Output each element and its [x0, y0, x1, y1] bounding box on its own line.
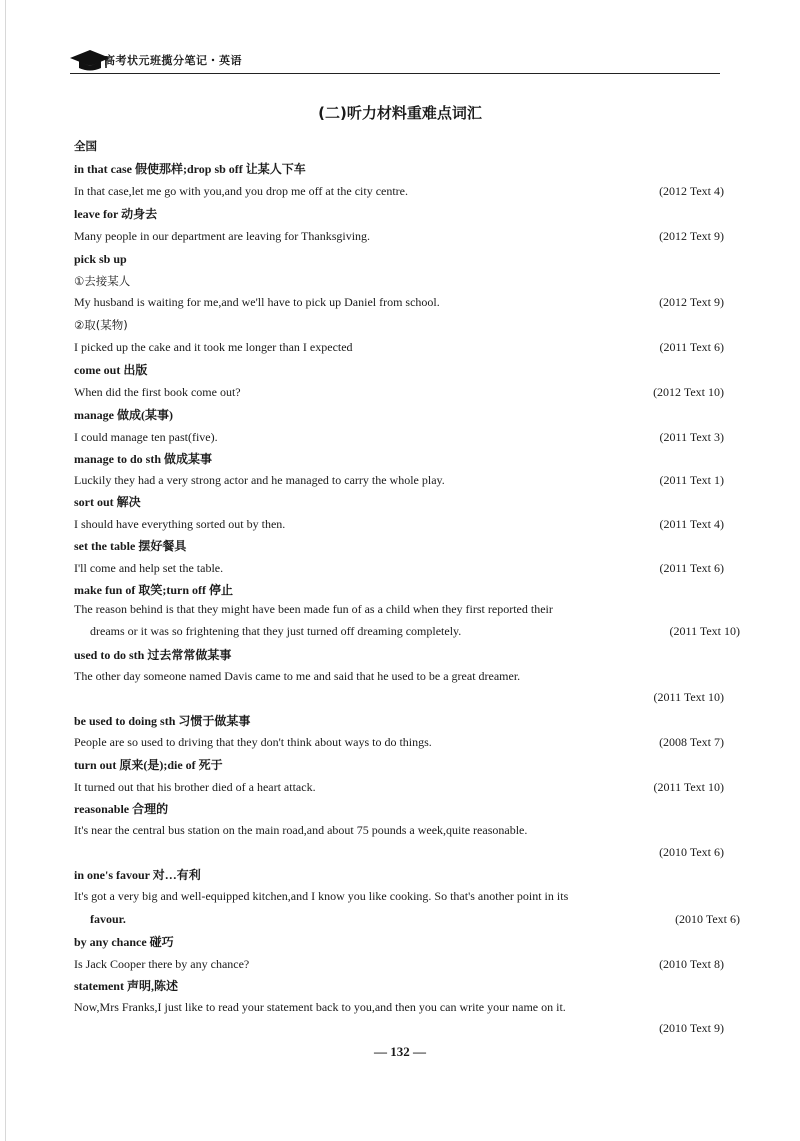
sentence-text: In that case,let me go with you,and you drop me off at the city centre. [74, 184, 409, 198]
source-ref: (2010 Text 6) [659, 845, 724, 859]
sentence-text: I could manage ten past(five). [74, 430, 218, 444]
source-ref: (2011 Text 6) [659, 340, 724, 354]
sentence-text: I'll come and help set the table. [74, 561, 224, 575]
page-header [70, 46, 720, 76]
source-ref: (2010 Text 6) [675, 912, 740, 926]
vocab-heading-text: make fun of 取笑;turn off 停止 [74, 583, 233, 597]
source-ref: (2012 Text 10) [653, 385, 724, 399]
sense-label [74, 273, 724, 289]
sentence-text: The reason behind is that they might have been made fun of as a child when they first reported their [74, 602, 553, 616]
vocab-heading [74, 362, 724, 378]
source-ref: (2012 Text 9) [659, 295, 724, 309]
vocab-heading [74, 206, 724, 222]
example-sentence [74, 429, 724, 445]
example-sentence-continued [74, 623, 740, 639]
vocab-heading-text: be used to doing sth 习惯于做某事 [74, 714, 251, 728]
source-ref: (2011 Text 1) [659, 473, 724, 487]
example-sentence [74, 183, 724, 199]
vocab-heading-text: reasonable 合理的 [74, 802, 169, 816]
sentence-text: The other day someone named Davis came to me and said that he used to be a great dreamer. [74, 669, 521, 683]
sense-label [74, 317, 724, 333]
sense-text: ②取(某物) [74, 318, 128, 332]
source-ref: (2012 Text 4) [659, 184, 724, 198]
vocab-heading-text: by any chance 碰巧 [74, 935, 174, 949]
header-rule [70, 73, 720, 74]
vocab-heading [74, 407, 724, 423]
vocab-heading [74, 582, 724, 598]
example-sentence [74, 228, 724, 244]
vocab-heading [74, 251, 724, 267]
sentence-text: favour. [90, 912, 126, 926]
source-ref: (2011 Text 10) [653, 690, 724, 704]
sentence-text: I should have everything sorted out by then. [74, 517, 286, 531]
sentence-text: It's got a very big and well-equipped kitchen,and I know you like cooking. So that's another point in its [74, 889, 569, 903]
vocab-heading [74, 494, 724, 510]
sentence-text: People are so used to driving that they don't think about ways to do things. [74, 735, 432, 749]
source-ref: (2010 Text 8) [659, 957, 724, 971]
source-ref: (2011 Text 10) [653, 780, 724, 794]
source-ref: (2008 Text 7) [659, 735, 724, 749]
vocab-heading-text: sort out 解决 [74, 495, 141, 509]
sentence-text: It turned out that his brother died of a heart attack. [74, 780, 316, 794]
sentence-text: It's near the central bus station on the main road,and about 75 pounds a week,quite reasonable. [74, 823, 528, 837]
example-sentence [74, 999, 724, 1015]
example-sentence [74, 560, 724, 576]
source-ref: (2011 Text 3) [659, 430, 724, 444]
vocab-heading [74, 538, 724, 554]
vocab-heading [74, 978, 724, 994]
header-title: 高考状元班揽分笔记・英语 [104, 54, 242, 67]
vocab-heading-text: come out 出版 [74, 363, 148, 377]
vocab-heading [74, 713, 724, 729]
section-title: (二)听力材料重难点词汇 [318, 104, 482, 122]
vocab-heading [74, 867, 724, 883]
example-sentence [74, 822, 724, 838]
vocab-heading-text: statement 声明,陈述 [74, 979, 178, 993]
sentence-text: I picked up the cake and it took me longer than I expected [74, 340, 353, 354]
example-sentence [74, 294, 724, 310]
sentence-text: dreams or it was so frightening that they just turned off dreaming completely. [90, 624, 462, 638]
source-ref: (2011 Text 4) [659, 517, 724, 531]
region-heading: 全国 [74, 139, 97, 153]
vocab-heading-text: in one's favour 对…有利 [74, 868, 201, 882]
example-sentence [74, 516, 724, 532]
vocab-heading-text: leave for 动身去 [74, 207, 158, 221]
sentence-text: Is Jack Cooper there by any chance? [74, 957, 250, 971]
source-ref: (2010 Text 9) [659, 1021, 724, 1035]
example-sentence [74, 601, 724, 617]
vocab-heading-text: pick sb up [74, 252, 127, 266]
sentence-text: Now,Mrs Franks,I just like to read your statement back to you,and then you can write your name on it. [74, 1000, 566, 1014]
example-sentence [74, 956, 724, 972]
vocab-heading-text: turn out 原来(是);die of 死于 [74, 758, 223, 772]
example-sentence [74, 888, 724, 904]
sentence-text: Luckily they had a very strong actor and he managed to carry the whole play. [74, 473, 445, 487]
vocab-heading [74, 757, 724, 773]
vocab-heading-text: manage 做成(某事) [74, 408, 173, 422]
vocab-heading [74, 801, 724, 817]
example-sentence [74, 339, 724, 355]
source-ref: (2011 Text 10) [669, 624, 740, 638]
example-sentence [74, 668, 724, 684]
sense-text: ①去接某人 [74, 274, 131, 288]
vocab-heading-text: used to do sth 过去常常做某事 [74, 648, 232, 662]
page-number: — 132 — [374, 1044, 426, 1059]
scan-edge [5, 0, 6, 1141]
vocab-heading-text: set the table 摆好餐具 [74, 539, 187, 553]
source-ref: (2011 Text 6) [659, 561, 724, 575]
sentence-text: When did the first book come out? [74, 385, 241, 399]
vocab-heading-text: in that case 假使那样;drop sb off 让某人下车 [74, 162, 306, 176]
source-ref: (2012 Text 9) [659, 229, 724, 243]
example-sentence [74, 472, 724, 488]
vocab-heading [74, 161, 724, 177]
example-sentence-continued [74, 911, 740, 927]
example-sentence [74, 734, 724, 750]
vocab-heading [74, 647, 724, 663]
example-sentence [74, 384, 724, 400]
example-sentence [74, 779, 724, 795]
vocab-heading [74, 451, 724, 467]
sentence-text: My husband is waiting for me,and we'll have to pick up Daniel from school. [74, 295, 440, 309]
vocab-heading [74, 934, 724, 950]
sentence-text: Many people in our department are leaving for Thanksgiving. [74, 229, 371, 243]
vocab-heading-text: manage to do sth 做成某事 [74, 452, 213, 466]
